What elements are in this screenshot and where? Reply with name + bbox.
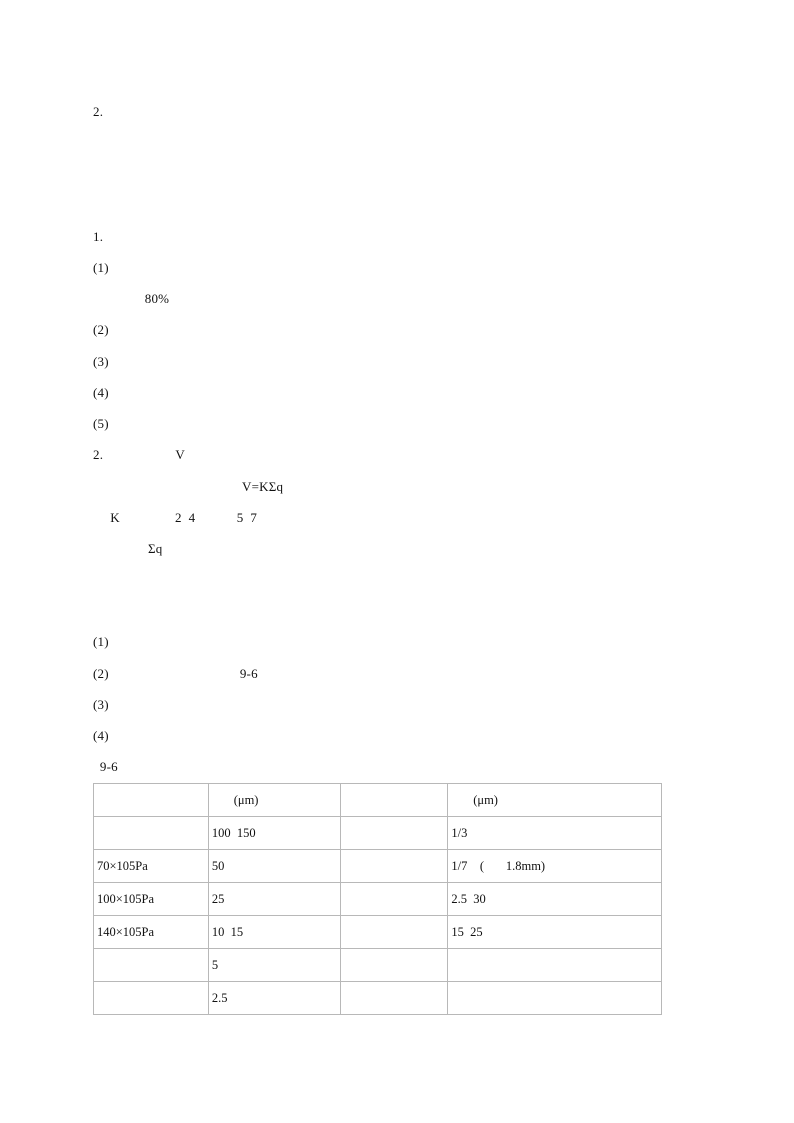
- table-cell: 1/3: [448, 817, 662, 850]
- table-cell: 10 15: [208, 916, 340, 949]
- table-row: [94, 916, 662, 949]
- list-heading-2: 2. V: [93, 447, 292, 462]
- list-item-1-continued: 80%: [93, 291, 173, 306]
- list-item-b4: (4): [93, 728, 223, 743]
- list-item-5: (5): [93, 416, 185, 431]
- table-cell: [448, 982, 662, 1015]
- table-row: [94, 883, 662, 916]
- list-item-3: (3): [93, 354, 237, 369]
- table-cell: [94, 784, 209, 817]
- table-cell: [340, 982, 448, 1015]
- list-item-2: (2): [93, 322, 178, 337]
- table-cell: 2.5: [208, 982, 340, 1015]
- list-item-4: (4): [93, 385, 154, 400]
- table-cell: 70×105Pa: [94, 850, 209, 883]
- table-row: [94, 817, 662, 850]
- table-cell: [340, 850, 448, 883]
- table-cell: (μm): [208, 784, 340, 817]
- list-item-b2: (2) 9-6: [93, 666, 262, 681]
- table-cell: [340, 916, 448, 949]
- heading-section-2: 2.: [93, 104, 131, 119]
- table-cell: 5: [208, 949, 340, 982]
- list-item-b1: (1): [93, 634, 199, 649]
- paragraph-intro: [93, 603, 159, 619]
- formula-note-q: Σq: [148, 541, 263, 556]
- table-row: [94, 850, 662, 883]
- table-cell: [340, 817, 448, 850]
- paragraph-line-1: [93, 166, 279, 182]
- table-cell: (μm): [448, 784, 662, 817]
- table-cell: 1/7 ( 1.8mm): [448, 850, 662, 883]
- filter-precision-table: [93, 783, 662, 1015]
- list-heading-1: 1.: [93, 229, 124, 244]
- table-header-row: [94, 784, 662, 817]
- table-cell: [94, 982, 209, 1015]
- table-cell: 140×105Pa: [94, 916, 209, 949]
- list-item-1: (1): [93, 260, 306, 275]
- formula: V=KΣq: [242, 479, 284, 494]
- table-cell: [94, 817, 209, 850]
- list-item-b3: (3): [93, 697, 189, 712]
- paragraph-line-2: [93, 197, 245, 213]
- table-row: [94, 949, 662, 982]
- table-cell: [94, 949, 209, 982]
- table-cell: [340, 949, 448, 982]
- table-cell: 25: [208, 883, 340, 916]
- table-cell: 2.5 30: [448, 883, 662, 916]
- table-cell: [340, 784, 448, 817]
- heading-subsection-2: [93, 572, 128, 588]
- table-cell: 50: [208, 850, 340, 883]
- table-cell: 15 25: [448, 916, 662, 949]
- table-cell: 100×105Pa: [94, 883, 209, 916]
- formula-note-k: K 2 4 5 7: [93, 510, 261, 525]
- table-cell: 100 150: [208, 817, 340, 850]
- table-row: [94, 982, 662, 1015]
- table-caption: 9-6: [93, 759, 187, 774]
- table-cell: [340, 883, 448, 916]
- heading-subsection: [93, 135, 114, 151]
- table-cell: [448, 949, 662, 982]
